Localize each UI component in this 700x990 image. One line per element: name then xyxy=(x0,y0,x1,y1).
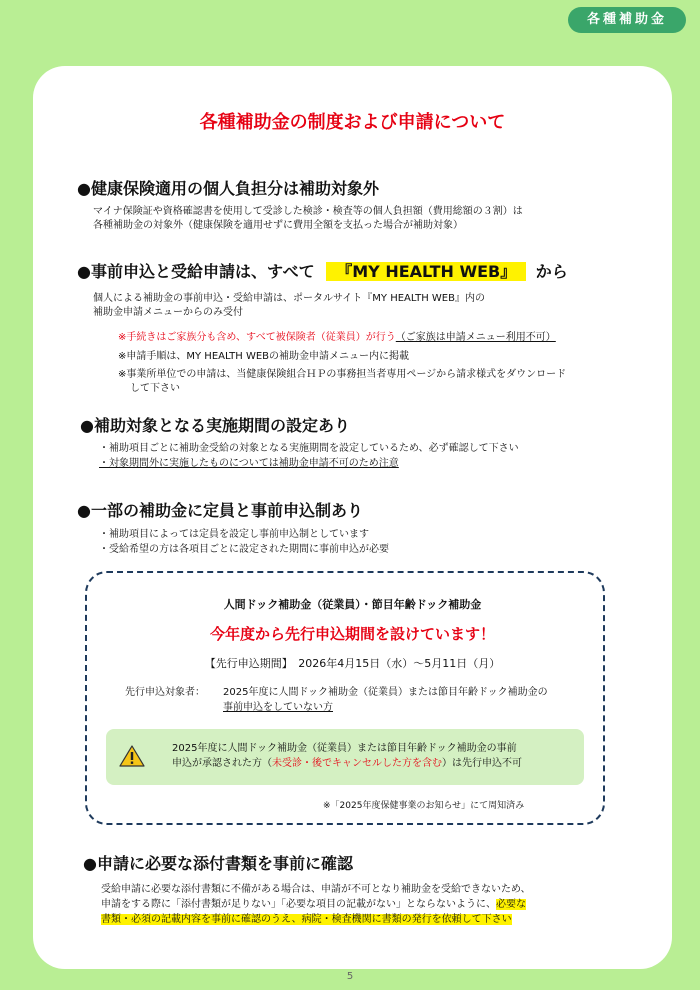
notice-headline: 今年度から先行申込期間を設けています！ xyxy=(209,625,495,643)
section-2-heading xyxy=(77,259,568,282)
warning-line-2-post: ）は先行申込不可 xyxy=(442,758,522,769)
section-2-note-2: ※申請手順は、MY HEALTH WEBの補助金申請メニュー内に掲載 xyxy=(118,351,410,362)
content-card xyxy=(33,66,672,969)
section-5-line-2-highlight: 必要な xyxy=(496,899,526,910)
section-2-note-1-underline: （ご家族は申請メニュー利用不可） xyxy=(395,332,556,343)
section-2-note-3b: して下さい xyxy=(130,383,180,394)
section-1-heading: ●健康保険適用の個人負担分は補助対象外 xyxy=(77,179,379,198)
section-2-note-3a: ※事業所単位での申請は、当健康保険組合ＨＰの事務担当者専用ページから請求様式をダウンロード xyxy=(118,369,567,380)
warning-line-1: 2025年度に人間ドック補助金（従業員）または節目年齢ドック補助金の事前 xyxy=(172,743,517,754)
section-1-line-2: 各種補助金の対象外（健康保険を適用せずに費用全額を支払った場合が補助対象） xyxy=(93,220,463,231)
section-3-line-1: ・補助項目ごとに補助金受給の対象となる実施期間を設定しているため、必ず確認して下さい xyxy=(99,443,519,454)
notice-target-label: 先行申込対象者： xyxy=(125,687,205,698)
section-5-line-3-highlight: 書類・必須の記載内容を事前に確認のうえ、病院・検査機関に書類の発行を依頼して下さい xyxy=(101,914,512,925)
page-title: 各種補助金の制度および申請について xyxy=(199,112,506,133)
notice-period: 【先行申込期間】 2026年4月15日（水）～5月11日（月） xyxy=(204,657,501,670)
category-tag: 各種補助金 xyxy=(568,7,686,33)
warning-line-2-red: 未受診・後でキャンセルした方を含む xyxy=(272,758,442,769)
section-2-line-2: 補助金申請メニューからのみ受付 xyxy=(93,307,243,318)
section-5-line-2 xyxy=(101,898,526,912)
section-3-line-2: ・対象期間外に実施したものについては補助金申請不可のため注意 xyxy=(99,458,399,469)
warning-line-2 xyxy=(172,756,522,771)
section-4-heading: ●一部の補助金に定員と事前申込制あり xyxy=(77,501,363,520)
section-5-line-3 xyxy=(101,913,512,927)
section-2-note-1 xyxy=(118,331,556,345)
section-3-heading: ●補助対象となる実施期間の設定あり xyxy=(80,416,350,435)
section-4-line-2: ・受給希望の方は各項目ごとに設定された期間に事前申込が必要 xyxy=(99,544,389,555)
section-2-heading-pre: ●事前申込と受給申請は、すべて xyxy=(77,262,315,281)
notice-target-line-1: 2025年度に人間ドック補助金（従業員）または節目年齢ドック補助金の xyxy=(223,687,548,698)
notice-target-line-2: 事前申込をしていない方 xyxy=(223,702,333,713)
section-5-line-2-pre: 申請をする際に「添付書類が足りない」「必要な項目の記載がない」とならないように、 xyxy=(101,899,496,910)
section-2-note-1-red: ※手続きはご家族分も含め、すべて被保険者（従業員）が行う xyxy=(118,332,396,343)
section-2-heading-post: から xyxy=(535,262,568,281)
section-5-heading: ●申請に必要な添付書類を事前に確認 xyxy=(83,854,353,873)
notice-subtitle: 人間ドック補助金（従業員）・節目年齢ドック補助金 xyxy=(223,598,482,611)
section-2-line-1: 個人による補助金の事前申込・受給申請は、ポータルサイト『MY HEALTH WEB』内の xyxy=(93,293,485,304)
notice-footnote: ※「2025年度保健事業のお知らせ」にて周知済み xyxy=(323,801,525,811)
page-number: 5 xyxy=(346,971,354,982)
warning-line-2-pre: 申込が承認された方（ xyxy=(172,758,272,769)
warning-icon xyxy=(119,744,145,768)
section-5-line-1: 受給申請に必要な添付書類に不備がある場合は、申請が不可となり補助金を受給できないため、 xyxy=(101,884,531,895)
section-4-line-1: ・補助項目によっては定員を設定し事前申込制としています xyxy=(99,529,369,540)
section-1-line-1: マイナ保険証や資格確認書を使用して受診した検診・検査等の個人負担額（費用総額の３割）は xyxy=(93,206,523,217)
section-2-heading-highlight: 『MY HEALTH WEB』 xyxy=(326,262,526,281)
